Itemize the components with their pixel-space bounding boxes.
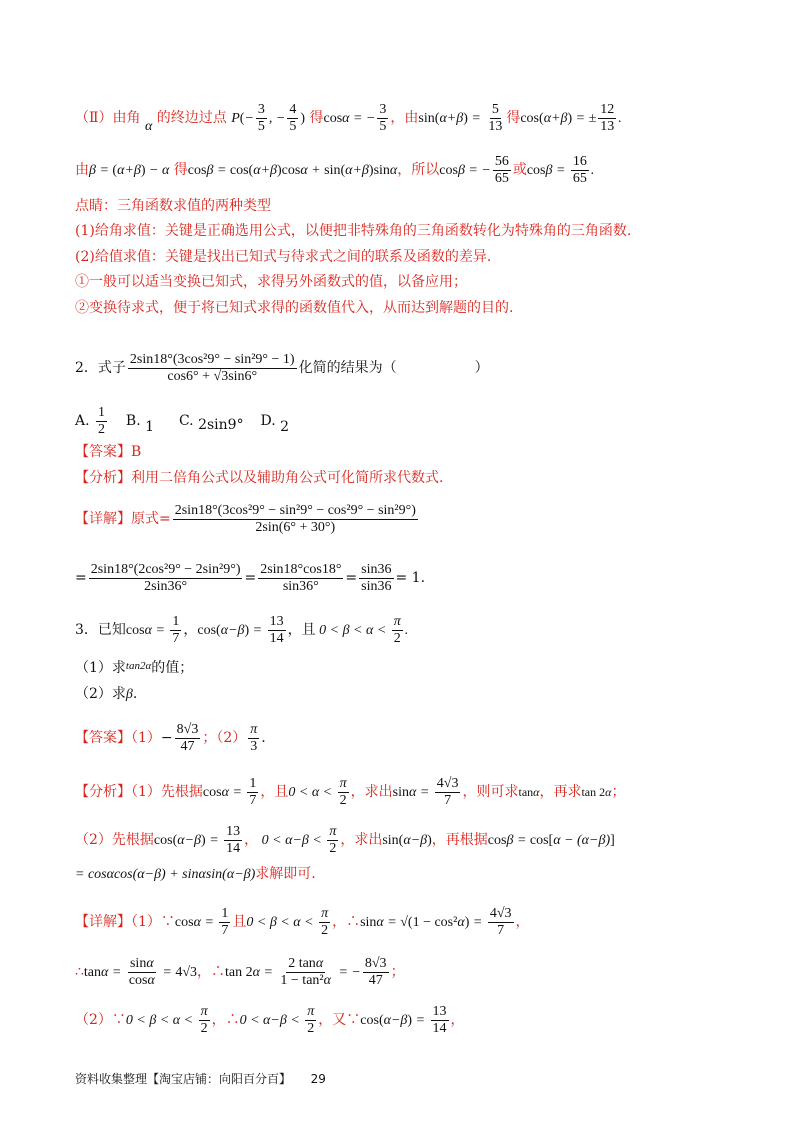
part2-get-3: 得 (173, 162, 188, 178)
q2-steps (75, 556, 425, 600)
q3-detail-label: 【详解】 (75, 914, 131, 930)
cos-beta-val2: cosβ = $\frac{16}{65}$ . (526, 154, 595, 187)
q2-label: 2．式子 (75, 360, 126, 376)
q3-part1 (75, 658, 193, 679)
point-p: P(− $\frac{3}{5}$ , − $\frac{4}{5}$ ) (231, 102, 306, 135)
q2-step3-num: sin36 (361, 561, 392, 577)
q2-step-eq-2: = (244, 570, 257, 586)
terminal-side-text: 的终边过点 (156, 110, 227, 126)
q2-detail-num: 2sin18°(3cos²9° − sin²9° − cos²9° − sin²9°) (174, 502, 416, 518)
q3-part1-label: （1）求 (75, 660, 126, 676)
part2-get: 得 (309, 110, 324, 126)
q3-an-3-expr: = cosαcos(α−β) + sinαsin(α−β) (75, 867, 256, 882)
tip-title: 点睛：三角函数求值的两种类型 (75, 198, 271, 214)
q2-step-eq: = (75, 570, 87, 586)
q2-analysis: 【分析】利用二倍角公式以及辅助角公式可化简所求代数式. (75, 470, 444, 486)
q2-close: ） (474, 360, 489, 376)
cos-beta-val1: cosβ = − $\frac{56}{65}$ (439, 154, 509, 187)
q3-part2-label: （2）求 (75, 686, 126, 702)
q2-step2-den: sin36° (282, 578, 319, 594)
part2-line2-pre: 由 (75, 162, 89, 178)
q3-part2-expr: β (125, 687, 133, 702)
page-footer (75, 1070, 326, 1087)
q3-an-2: （2）先根据 (75, 832, 154, 848)
q2-detail-den: 2sin(6° + 30°) (255, 519, 336, 535)
q3-label: 3．已知 (75, 622, 126, 638)
q3-an-1: （1）先根据 (131, 784, 203, 800)
q2-detail-fraction (173, 503, 418, 536)
q2-step2-num: 2sin18°cos18° (260, 561, 342, 577)
q3-detail-line2: ∴tanα = $\frac{\sin\alpha}{\cos\alpha}$ = 4√3，∴tan 2α = $\frac{2 \tan\alpha}{\text{1 − tan²α}}$ = − $\frac{8√3}{47}$ ； (75, 956, 405, 989)
part2-get-2: 得 (506, 110, 521, 126)
or-text: 或 (512, 162, 527, 178)
q2-opt-d-label: D. (260, 413, 276, 429)
comma-from: ，由 (390, 110, 419, 126)
q2-step2 (258, 562, 343, 595)
q2-step3 (359, 562, 393, 595)
q3-given: cosα = $\frac{1}{7}$ ，cos(α−β) = $\frac{13}{14}$ ，且 0 < β < α < $\frac{\pi}{2}$ . (125, 614, 409, 647)
part2-line2 (75, 150, 594, 190)
q2-opt-d: 2 (280, 419, 290, 435)
cos-alpha-eq: cosα = − $\frac{3}{5}$ (323, 102, 387, 135)
q2-detail (75, 496, 420, 542)
q3-an-line1: 【分析】（1）先根据cosα = $\frac{1}{7}$ ，且0 < α < $\frac{\pi}{2}$ ，求出sinα = $\frac{4√3}{7}$ ，则可求tanα，再求tan 2α； (75, 776, 626, 809)
q3-part2: （2）求β. (75, 686, 138, 702)
q3-part1-expr: tan2α (125, 660, 152, 672)
q3-detail-line1: 【详解】（1）∵cosα = $\frac{1}{7}$ 且0 < β < α < $\frac{\pi}{2}$ ，∴sinα = √(1 − cos²α) = $\frac{4√3}{7}$ ， (75, 906, 530, 939)
part2-heading: （Ⅱ）由角 (75, 110, 141, 126)
q3-detail-line3: （2）∵0 < β < α < $\frac{\pi}{2}$ ，∴0 < α−β < $\frac{\pi}{2}$ ，又∵cos(α−β) = $\frac{13}{14}$ ， (75, 1004, 465, 1037)
q2-numerator: 2sin18°(3cos²9° − sin²9° − 1) (129, 351, 295, 367)
q2-step1 (89, 562, 243, 595)
q3-an-line2: （2）先根据cos(α−β) = $\frac{13}{14}$ ， 0 < α−β < $\frac{\pi}{2}$ ，求出sin(α−β)，再根据cosβ = cos[α − (α−β)] (75, 824, 615, 857)
part2-line1 (75, 98, 622, 138)
q2-opt-a: $\frac{1}{2}$ (98, 404, 106, 437)
beta-eq: β = (α+β) − α (89, 163, 170, 178)
q2-answer: 【答案】B (75, 444, 142, 460)
footer-text: 资料收集整理【淘宝店铺：向阳百分百】 (75, 1072, 292, 1086)
tip-2: (2)给值求值：关键是找出已知式与待求式之间的联系及函数的差异. (75, 249, 492, 265)
q3-answer: 【答案】（1）− $\frac{8√3}{47}$ ；（2） $\frac{\pi}{3}$ . (75, 721, 266, 754)
q2-denominator: cos6° + √3sin6° (167, 368, 258, 384)
q2-fraction (128, 352, 297, 385)
cos-beta-expand: cosβ = cos(α+β)cosα + sin(α+β)sinα (187, 163, 398, 178)
q2-suffix: 化简的结果为（ (298, 360, 397, 376)
q3-an-line3 (75, 864, 316, 885)
tip-4: ②变换待求式，便于将已知式求得的函数值代入，从而达到解题的目的. (75, 300, 514, 316)
q2-step3-den: sin36 (361, 578, 392, 594)
tip-1: (1)给角求值：关键是正确选用公式，以便把非特殊角的三角函数转化为特殊角的三角函数. (75, 223, 632, 239)
q2-step-eq-3: = (345, 570, 358, 586)
q2-result: = 1. (395, 570, 426, 586)
so-text: ，所以 (397, 162, 440, 178)
tip-3: ①一般可以适当变换已知式，求得另外函数式的值，以备应用； (75, 274, 467, 290)
q3-an-label: 【分析】 (75, 784, 131, 800)
q2-options (75, 404, 289, 438)
q2-line (75, 346, 489, 390)
q2-opt-a-label: A. (75, 413, 90, 429)
q3-answer-label: 【答案】 (75, 730, 131, 746)
alpha-symbol: α (144, 119, 153, 134)
sin-ab-eq: sin(α+β) = $\frac{5}{13}$ (418, 102, 503, 135)
q2-opt-c-label: C. (178, 413, 194, 429)
cos-ab-eq: cos(α+β) = ± $\frac{12}{13}$ . (520, 102, 622, 135)
q3-part1-tail: 的值； (151, 660, 194, 676)
q2-opt-b-label: B. (125, 413, 141, 429)
page-number: 29 (310, 1072, 326, 1086)
q2-opt-c: 2sin9° (198, 417, 244, 433)
q2-opt-b: 1 (145, 419, 155, 435)
q3-an-3-tail: 求解即可. (255, 866, 316, 882)
q2-detail-label: 【详解】原式= (75, 511, 171, 527)
q2-step1-den: 2sin36° (144, 578, 188, 594)
q2-step1-num: 2sin18°(2cos²9° − 2sin²9°) (90, 561, 241, 577)
q3-line (75, 610, 408, 650)
